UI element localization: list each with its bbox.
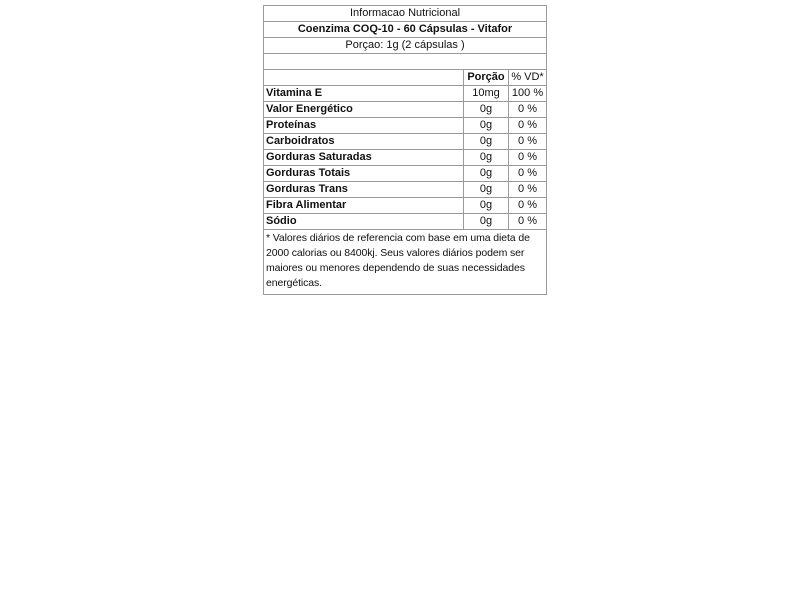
nutrient-name: Gorduras Trans xyxy=(264,182,464,198)
nutrient-row xyxy=(264,198,547,214)
nutrient-daily-value: 0 % xyxy=(509,134,547,150)
nutrient-row xyxy=(264,182,547,198)
nutrient-portion: 0g xyxy=(464,214,509,230)
nutrient-name: Sódio xyxy=(264,214,464,230)
nutrient-daily-value: 0 % xyxy=(509,150,547,166)
nutrient-portion: 0g xyxy=(464,150,509,166)
nutrient-portion: 0g xyxy=(464,182,509,198)
nutrient-row xyxy=(264,214,547,230)
nutrient-name: Carboidratos xyxy=(264,134,464,150)
header-portion: Porção xyxy=(464,70,509,86)
nutrient-daily-value: 100 % xyxy=(509,86,547,102)
label-title: Informacao Nutricional xyxy=(264,6,547,22)
nutrient-daily-value: 0 % xyxy=(509,166,547,182)
nutrient-portion: 10mg xyxy=(464,86,509,102)
nutrition-facts-label xyxy=(263,5,546,295)
nutrient-row xyxy=(264,166,547,182)
nutrient-name: Vitamina E xyxy=(264,86,464,102)
product-name: Coenzima COQ-10 - 60 Cápsulas - Vitafor xyxy=(264,22,547,38)
nutrient-name: Fibra Alimentar xyxy=(264,198,464,214)
nutrient-portion: 0g xyxy=(464,102,509,118)
nutrient-row xyxy=(264,102,547,118)
spacer-row xyxy=(264,54,547,70)
header-daily-value: % VD* xyxy=(509,70,547,86)
nutrient-row xyxy=(264,150,547,166)
footnote: * Valores diários de referencia com base em uma dieta de 2000 calorias ou 8400kj. Seus valores diários podem ser maiores ou menores dependendo de suas necessidades energéticas. xyxy=(264,230,547,295)
nutrient-portion: 0g xyxy=(464,198,509,214)
nutrient-row xyxy=(264,118,547,134)
nutrient-daily-value: 0 % xyxy=(509,182,547,198)
nutrient-daily-value: 0 % xyxy=(509,198,547,214)
header-blank xyxy=(264,70,464,86)
serving-size: Porçao: 1g (2 cápsulas ) xyxy=(264,38,547,54)
nutrient-row xyxy=(264,86,547,102)
nutrient-name: Valor Energético xyxy=(264,102,464,118)
nutrient-daily-value: 0 % xyxy=(509,214,547,230)
nutrient-portion: 0g xyxy=(464,118,509,134)
nutrition-table xyxy=(263,5,547,295)
nutrient-name: Gorduras Totais xyxy=(264,166,464,182)
nutrient-row xyxy=(264,134,547,150)
nutrient-daily-value: 0 % xyxy=(509,102,547,118)
nutrient-portion: 0g xyxy=(464,166,509,182)
nutrient-daily-value: 0 % xyxy=(509,118,547,134)
nutrient-name: Proteínas xyxy=(264,118,464,134)
nutrient-name: Gorduras Saturadas xyxy=(264,150,464,166)
nutrient-portion: 0g xyxy=(464,134,509,150)
